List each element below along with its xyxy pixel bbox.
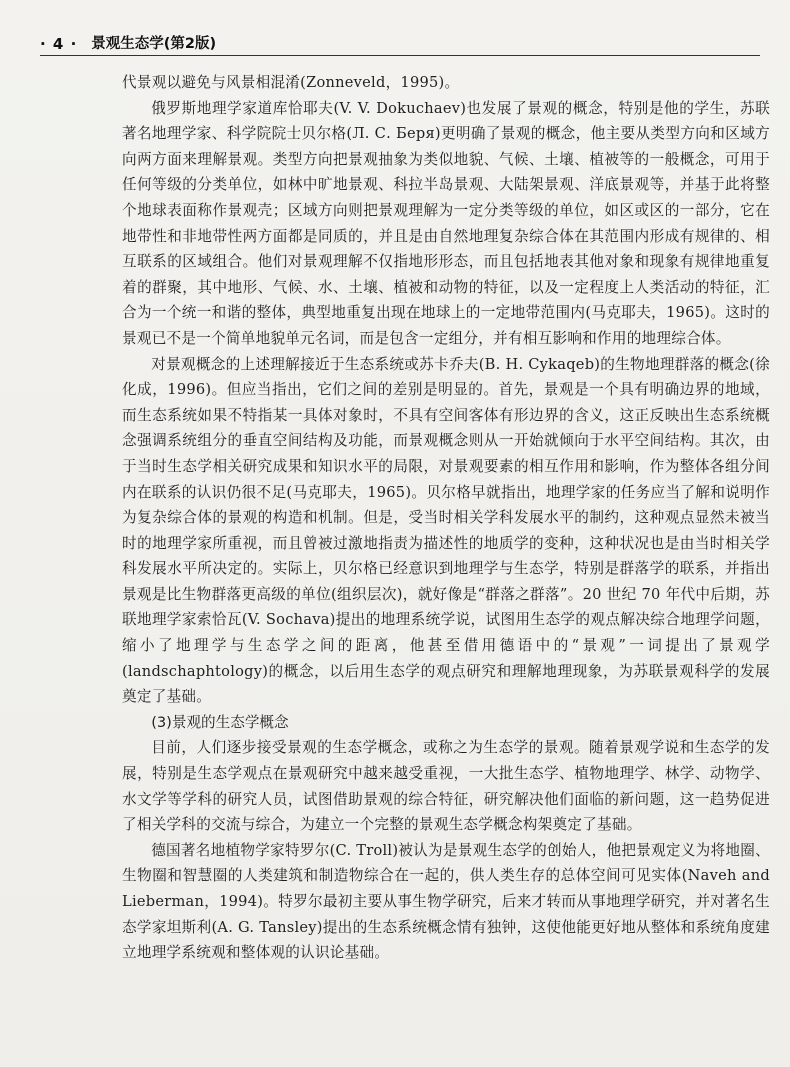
- paragraph-ecosystem-comparison: 对景观概念的上述理解接近于生态系统或苏卡乔夫(B. H. Cykaqeb)的生物地理群落的概念(徐化成，1996)。但应当指出，它们之间的差别是明显的。首先，景观是一个具有明确边界的地域，而生态系统如果不特指某一具体对象时，不具有空间客体有形边界的含义，这正反映出生态系统概念强调系统组分的垂直空间结构及功能，而景观概念则从一开始就倾向于水平空间结构。其次，由于当时生态学相关研究成果和知识水平的局限，对景观要素的相互作用和影响，作为整体各组分间内在联系的认识仍很不足(马克耶夫，1965)。贝尔格早就指出，地理学家的任务应当了解和说明作为复杂综合体的景观的构造和机制。但是，受当时相关学科发展水平的制约，这种观点显然未被当时的地理学家所重视，而且曾被过激地指责为描述性的地质学的变种，这种状况也是由当时相关学科发展水平所决定的。实际上，贝尔格已经意识到地理学与生态学，特别是群落学的联系，并指出景观是比生物群落更高级的单位(组织层次)，就好像是“群落之群落”。20 世纪 70 年代中后期，苏联地理学家索恰瓦(V. Sochava)提出的地理系统学说，试图用生态学的观点解决综合地理学问题，缩小了地理学与生态学之间的距离，他甚至借用德语中的“景观”一词提出了景观学(landschaphtology)的概念，以后用生态学的观点研究和理解地理现象，为苏联景观科学的发展奠定了基础。: [122, 355, 770, 706]
- running-header: [40, 30, 760, 56]
- paragraph-troll: 德国著名地植物学家特罗尔(C. Troll)被认为是景观生态学的创始人，他把景观定义为将地圈、生物圈和智慧圈的人类建筑和制造物综合在一起的，供人类生存的总体空间可见实体(Naveh and Lieberman，1994)。特罗尔最初主要从事生物学研究，后来才转而从事地理学研究，并对著名生态学家坦斯利(A. G. Tansley)提出的生态系统概念情有独钟，这使他能更好地从整体和系统角度建立地理学系统观和整体观的认识论基础。: [122, 841, 770, 962]
- paragraph-ecological-concept: 目前，人们逐步接受景观的生态学概念，或称之为生态学的景观。随着景观学说和生态学的发展，特别是生态学观点在景观研究中越来越受重视，一大批生态学、植物地理学、林学、动物学、水文学等学科的研究人员，试图借助景观的综合特征，研究解决他们面临的新问题，这一趋势促进了相关学科的交流与综合，为建立一个完整的景观生态学概念构架奠定了基础。: [122, 739, 770, 834]
- paragraph-dokuchaev: 俄罗斯地理学家道库恰耶夫(V. V. Dokuchaev)也发展了景观的概念，特别是他的学生，苏联著名地理学家、科学院院士贝尔格(Л. С. Беря)更明确了景观的概念，他主要从类型方向和区域方向两方面来理解景观。类型方向把景观抽象为类似地貌、气候、土壤、植被等的一般概念，可用于任何等级的分类单位，如林中旷地景观、科拉半岛景观、大陆架景观、洋底景观等，并基于此将整个地球表面称作景观壳；区域方向则把景观理解为一定分类等级的单位，如区或区的一部分，它在地带性和非地带性两方面都是同质的，并且是由自然地理复杂综合体在其范围内形成有规律的、相互联系的区域组合。他们对景观理解不仅指地形形态，而且包括地表其他对象和现象有规律地重复着的群聚，其中地形、气候、水、土壤、植被和动物的特征，以及一定程度上人类活动的特征，汇合为一个统一和谐的整体，典型地重复出现在地球上的一定地带范围内(马克耶夫，1965)。这时的景观已不是一个简单地貌单元名词，而是包含一定组分，并有相互影响和作用的地理综合体。: [122, 99, 770, 347]
- body-text: [122, 70, 770, 966]
- paragraph-continuation: 代景观以避免与风景相混淆(Zonneveld，1995)。: [122, 74, 460, 91]
- section-heading: (3)景观的生态学概念: [151, 713, 289, 731]
- page-number: · 4 ·: [40, 35, 78, 53]
- book-title: 景观生态学(第2版): [91, 36, 217, 52]
